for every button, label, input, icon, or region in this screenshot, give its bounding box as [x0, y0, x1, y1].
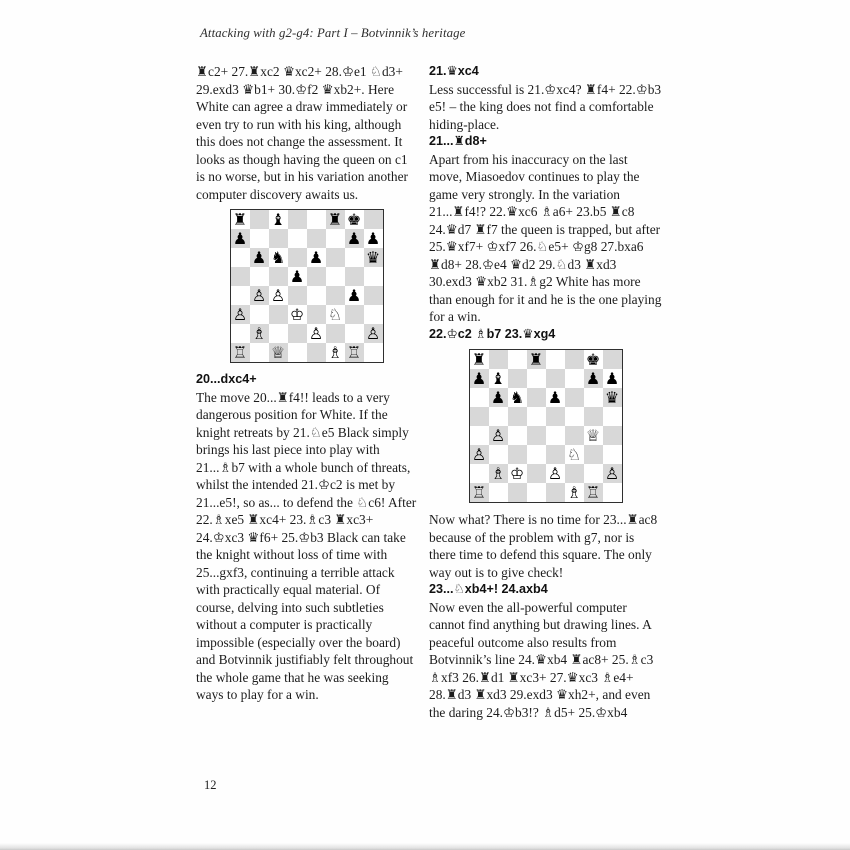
move-heading: 23...♘xb4+! 24.axb4: [429, 582, 548, 596]
board-square: [288, 343, 307, 362]
chess-piece: ♙: [270, 286, 286, 305]
board-square: [603, 350, 622, 369]
chess-piece: ♗: [327, 343, 343, 362]
chess-piece: ♟: [471, 369, 487, 388]
board-square: [603, 388, 622, 407]
board-square: [603, 369, 622, 388]
chess-piece: ♜: [471, 350, 487, 369]
board-square: [527, 407, 546, 426]
board-square: [584, 483, 603, 502]
left-column: [196, 63, 417, 704]
board-square: [565, 407, 584, 426]
chess-piece: ♟: [604, 369, 620, 388]
chess-diagram: [230, 209, 384, 363]
board-square: [508, 350, 527, 369]
board-square: [364, 343, 383, 362]
board-square: [565, 388, 584, 407]
board-square: [470, 388, 489, 407]
board-square: [603, 464, 622, 483]
board-square: [307, 267, 326, 286]
board-square: [489, 464, 508, 483]
board-square: [527, 483, 546, 502]
board-square: [603, 483, 622, 502]
board-square: [250, 248, 269, 267]
board-square: [584, 388, 603, 407]
board-square: [470, 369, 489, 388]
chess-piece: ♕: [270, 343, 286, 362]
chess-piece: ♝: [490, 369, 506, 388]
board-square: [250, 324, 269, 343]
board-square: [269, 248, 288, 267]
board-square: [603, 426, 622, 445]
board-square: [326, 305, 345, 324]
board-square: [307, 248, 326, 267]
board-square: [508, 407, 527, 426]
board-square: [364, 305, 383, 324]
page-number: 12: [204, 778, 217, 792]
chess-piece: ♙: [251, 286, 267, 305]
right-column: [429, 63, 662, 721]
board-square: [470, 464, 489, 483]
board-square: [269, 305, 288, 324]
board-square: [269, 343, 288, 362]
chess-piece: ♜: [232, 210, 248, 229]
chess-piece: ♙: [365, 324, 381, 343]
board-square: [364, 229, 383, 248]
board-square: [288, 267, 307, 286]
board-square: [489, 445, 508, 464]
chess-piece: ♙: [471, 445, 487, 464]
board-square: [231, 229, 250, 248]
chess-piece: ♗: [490, 464, 506, 483]
board-square: [364, 286, 383, 305]
chess-piece: ♟: [308, 248, 324, 267]
board-square: [288, 324, 307, 343]
board-square: [288, 286, 307, 305]
chess-piece: ♟: [365, 229, 381, 248]
board-square: [489, 369, 508, 388]
chess-piece: ♖: [232, 343, 248, 362]
paragraph: ♜c2+ 27.♜xc2 ♛xc2+ 28.♔e1 ♘d3+ 29.exd3 ♛b1+ 30.♔f2 ♛xb2+. Here White can agree a draw immediately or even try to run with his king, although this does not change the assessment. It looks as though having the queen on c1 is no worse, but in his variation another computer discovery awaits us.: [196, 64, 408, 202]
chess-piece: ♖: [346, 343, 362, 362]
paragraph: The move 20...♜f4!! leads to a very dangerous position for White. If the knight retreats by 21.♘e5 Black simply brings his last piece into play with 21...♗b7 with a whole bunch of threats, whilst the intended 21.♔c2 is met by 21...e5!, so as... to defend the ♘c6! After 22.♗xe5 ♜xc4+ 23.♗c3 ♜xc3+ 24.♔xc3 ♛f6+ 25.♔b3 Black can take the knight without loss of time with 25...gxf3, continuing a terrible attack with practically equal material. Of course, delving into such subtleties without a computer is practically impossible (especially over the board) and Botvinnik justifiably felt throughout the whole game that he was seeking ways to play for a win.: [196, 389, 417, 702]
chess-piece: ♙: [308, 324, 324, 343]
board-square: [345, 324, 364, 343]
chess-piece: ♚: [585, 350, 601, 369]
chess-piece: ♘: [566, 445, 582, 464]
board-square: [546, 350, 565, 369]
board-square: [345, 248, 364, 267]
board-square: [364, 324, 383, 343]
board-square: [603, 407, 622, 426]
board-square: [250, 343, 269, 362]
chess-piece: ♗: [251, 324, 267, 343]
board-square: [508, 426, 527, 445]
chess-piece: ♙: [547, 464, 563, 483]
board-square: [508, 483, 527, 502]
board-square: [326, 210, 345, 229]
board-square: [231, 324, 250, 343]
board-square: [364, 267, 383, 286]
paragraph: Now what? There is no time for 23...♜ac8 because of the problem with g7, nor is there time to defend this square. The only way out is to give check!: [429, 512, 658, 580]
chess-piece: ♖: [585, 483, 601, 502]
board-square: [345, 343, 364, 362]
board-square: [326, 286, 345, 305]
board-square: [565, 464, 584, 483]
board-square: [508, 388, 527, 407]
chess-piece: ♜: [327, 210, 343, 229]
board-square: [489, 388, 508, 407]
page-bottom-edge: [0, 843, 850, 850]
board-square: [250, 210, 269, 229]
chess-piece: ♘: [327, 305, 343, 324]
chess-piece: ♟: [346, 286, 362, 305]
chess-piece: ♔: [289, 305, 305, 324]
running-header: Attacking with g2-g4: Part I – Botvinnik’s heritage: [200, 26, 466, 40]
board-square: [307, 286, 326, 305]
board-square: [307, 229, 326, 248]
board-square: [307, 305, 326, 324]
board-square: [470, 445, 489, 464]
board-square: [470, 407, 489, 426]
chess-piece: ♕: [585, 426, 601, 445]
board-square: [546, 464, 565, 483]
board-square: [584, 369, 603, 388]
board-square: [565, 369, 584, 388]
board-square: [546, 445, 565, 464]
chess-piece: ♙: [490, 426, 506, 445]
board-square: [231, 248, 250, 267]
board-square: [470, 426, 489, 445]
board-square: [231, 305, 250, 324]
chess-piece: ♛: [604, 388, 620, 407]
board-square: [364, 210, 383, 229]
board-square: [603, 445, 622, 464]
paragraph: Now even the all-powerful computer cannot find anything but drawing lines. A peaceful outcome also results from Botvinnik’s line 24.♛xb4 ♜ac8+ 25.♗c3 ♗xf3 26.♜d1 ♜xc3+ 27.♛xc3 ♗e4+ 28.♜d3 ♜xd3 29.exd3 ♛xh2+, and even the daring 24.♔b3!? ♗d5+ 25.♔xb4: [429, 599, 654, 720]
chess-diagram: [469, 349, 623, 503]
board-square: [546, 369, 565, 388]
move-heading: 21.♛xc4: [429, 64, 479, 78]
board-square: [546, 407, 565, 426]
board-square: [269, 229, 288, 248]
board-square: [307, 210, 326, 229]
board-square: [489, 350, 508, 369]
board-square: [565, 483, 584, 502]
board-square: [508, 445, 527, 464]
board-square: [307, 324, 326, 343]
board-square: [269, 267, 288, 286]
chess-piece: ♔: [509, 464, 525, 483]
board-square: [364, 248, 383, 267]
board-square: [546, 388, 565, 407]
board-square: [231, 286, 250, 305]
board-square: [584, 407, 603, 426]
board-square: [584, 445, 603, 464]
board-square: [527, 350, 546, 369]
board-square: [527, 464, 546, 483]
board-square: [250, 286, 269, 305]
board-square: [489, 483, 508, 502]
board-square: [546, 426, 565, 445]
board-square: [269, 324, 288, 343]
board-square: [470, 350, 489, 369]
board-square: [269, 210, 288, 229]
chess-piece: ♟: [251, 248, 267, 267]
board-square: [345, 305, 364, 324]
move-heading: 22.♔c2 ♗b7 23.♛xg4: [429, 326, 556, 341]
board-square: [345, 229, 364, 248]
board-square: [345, 210, 364, 229]
board-square: [288, 229, 307, 248]
board-square: [288, 248, 307, 267]
chess-piece: ♗: [566, 483, 582, 502]
board-square: [508, 369, 527, 388]
chess-piece: ♟: [346, 229, 362, 248]
board-square: [231, 210, 250, 229]
board-square: [527, 388, 546, 407]
board-square: [584, 464, 603, 483]
chess-piece: ♟: [547, 388, 563, 407]
chess-piece: ♛: [365, 248, 381, 267]
chess-piece: ♜: [528, 350, 544, 369]
chess-piece: ♟: [585, 369, 601, 388]
chess-piece: ♟: [289, 267, 305, 286]
board-square: [527, 369, 546, 388]
board-square: [489, 407, 508, 426]
board-square: [250, 267, 269, 286]
board-square: [565, 426, 584, 445]
board-square: [250, 305, 269, 324]
board-square: [326, 267, 345, 286]
board-square: [584, 426, 603, 445]
board-square: [231, 343, 250, 362]
board-square: [326, 229, 345, 248]
chess-piece: ♟: [490, 388, 506, 407]
board-square: [307, 343, 326, 362]
paragraph: Apart from his inaccuracy on the last move, Miasoedov continues to play the game very strongly. In the variation 21...♜f4!? 22.♛xc6 ♗a6+ 23.b5 ♜c8 24.♛d7 ♜f7 the queen is trapped, but after 25.♛xf7+ ♔xf7 26.♘e5+ ♔g8 27.bxa6 ♜d8+ 28.♔e4 ♛d2 29.♘d3 ♜xd3 30.exd3 ♛xb2 31.♗g2 White has more than enough for it and he is the one playing for a win.: [429, 151, 662, 324]
board-square: [546, 483, 565, 502]
board-square: [326, 343, 345, 362]
chess-piece: ♟: [232, 229, 248, 248]
board-square: [250, 229, 269, 248]
board-square: [584, 350, 603, 369]
board-square: [470, 483, 489, 502]
board-square: [565, 445, 584, 464]
chess-piece: ♙: [232, 305, 248, 324]
board-square: [527, 426, 546, 445]
board-square: [288, 305, 307, 324]
chess-piece: ♙: [604, 464, 620, 483]
chess-piece: ♞: [270, 248, 286, 267]
board-square: [345, 267, 364, 286]
paragraph: Less successful is 21.♔xc4? ♜f4+ 22.♔b3 e5! – the king does not find a comfortable hiding-place.: [429, 81, 662, 132]
board-square: [326, 248, 345, 267]
board-square: [288, 210, 307, 229]
move-heading: 21...♜d8+: [429, 134, 487, 148]
board-square: [489, 426, 508, 445]
board-square: [326, 324, 345, 343]
chess-piece: ♝: [270, 210, 286, 229]
chess-piece: ♞: [509, 388, 525, 407]
board-square: [527, 445, 546, 464]
board-square: [565, 350, 584, 369]
chess-piece: ♚: [346, 210, 362, 229]
board-square: [269, 286, 288, 305]
move-heading: 20...dxc4+: [196, 372, 257, 386]
board-square: [345, 286, 364, 305]
board-square: [231, 267, 250, 286]
board-square: [508, 464, 527, 483]
chess-piece: ♖: [471, 483, 487, 502]
